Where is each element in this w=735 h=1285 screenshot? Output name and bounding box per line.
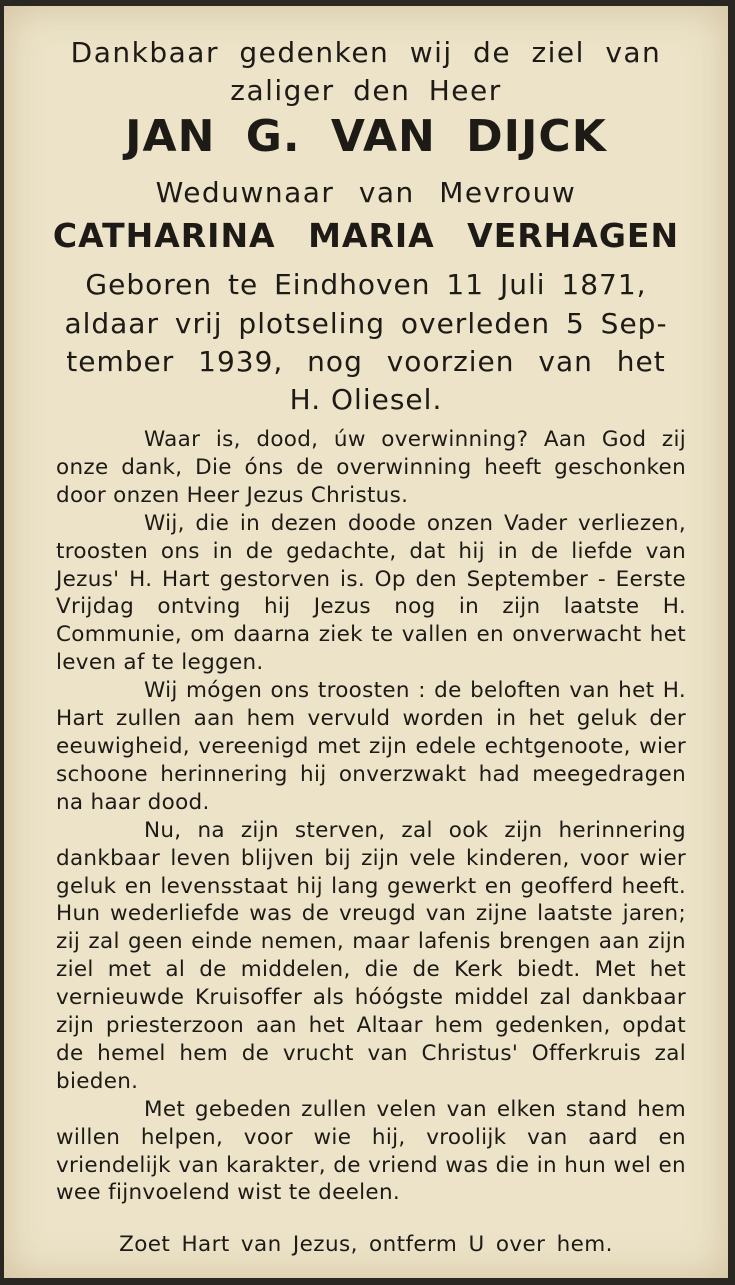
paragraph: Waar is, dood, úw overwinning? Aan God zij onze dank, Die óns de overwinning heeft geschonken door onzen Heer Jezus Christus.	[56, 427, 686, 508]
intro-line: Dankbaar gedenken wij de ziel van	[70, 36, 662, 69]
death-line: aldaar vrij plotseling overleden 5 Sep-	[64, 307, 668, 340]
spouse-name: CATHARINA MARIA VERHAGEN	[52, 216, 680, 255]
death-line-2: tember 1939, nog voorzien van het	[66, 345, 666, 378]
paragraph: Wij, die in dezen doode onzen Vader verliezen, troosten ons in de gedachte, dat hij in de liefde van Jezus' H. Hart gestorven is. Op den September - Eerste Vrijdag ontving hij Jezus nog in zijn laatste H. Communie, om daarna ziek te vallen en onverwacht het leven af te leggen.	[56, 510, 686, 676]
paragraph: Met gebeden zullen velen van elken stand hem willen helpen, voor wie hij, vroolijk van aard en vriendelijk van karakter, de vriend was die in hun wel en wee fijnvoelend wist te deelen.	[56, 1096, 686, 1206]
closing-prayer: Zoet Hart van Jezus, ontferm U over hem.	[119, 1232, 613, 1257]
widower-line: Weduwnaar van Mevrouw	[155, 176, 577, 209]
memorial-card	[4, 6, 728, 1278]
paragraph: Wij mógen ons troosten : de beloften van het H. Hart zullen aan hem vervuld worden in het geluk der eeuwigheid, vereenigd met zijn edele echtgenoote, wier schoone herinnering hij onverzwakt had meegedragen na haar dood.	[56, 678, 686, 815]
birth-line: Geboren te Eindhoven 11 Juli 1871,	[85, 268, 647, 301]
memorial-text	[56, 426, 686, 1207]
sacrament-line: H. Oliesel.	[289, 383, 443, 416]
paragraph: Nu, na zijn sterven, zal ook zijn herinnering dankbaar leven blijven bij zijn vele kinderen, voor wier geluk en levensstaat hij lang gewerkt en geofferd heeft. Hun wederliefde was de vreugd van zijne laatste jaren; zij zal geen einde nemen, maar lafenis brengen aan zijn ziel met al de middelen, die de Kerk biedt. Met het vernieuwde Kruisoffer als hóógste middel zal dankbaar zijn priesterzoon aan het Altaar hem gedenken, opdat de hemel hem de vrucht van Christus' Offerkruis zal bieden.	[56, 817, 686, 1094]
deceased-name: JAN G. VAN DIJCK	[125, 111, 607, 162]
intro-line-2: zaliger den Heer	[230, 74, 502, 107]
